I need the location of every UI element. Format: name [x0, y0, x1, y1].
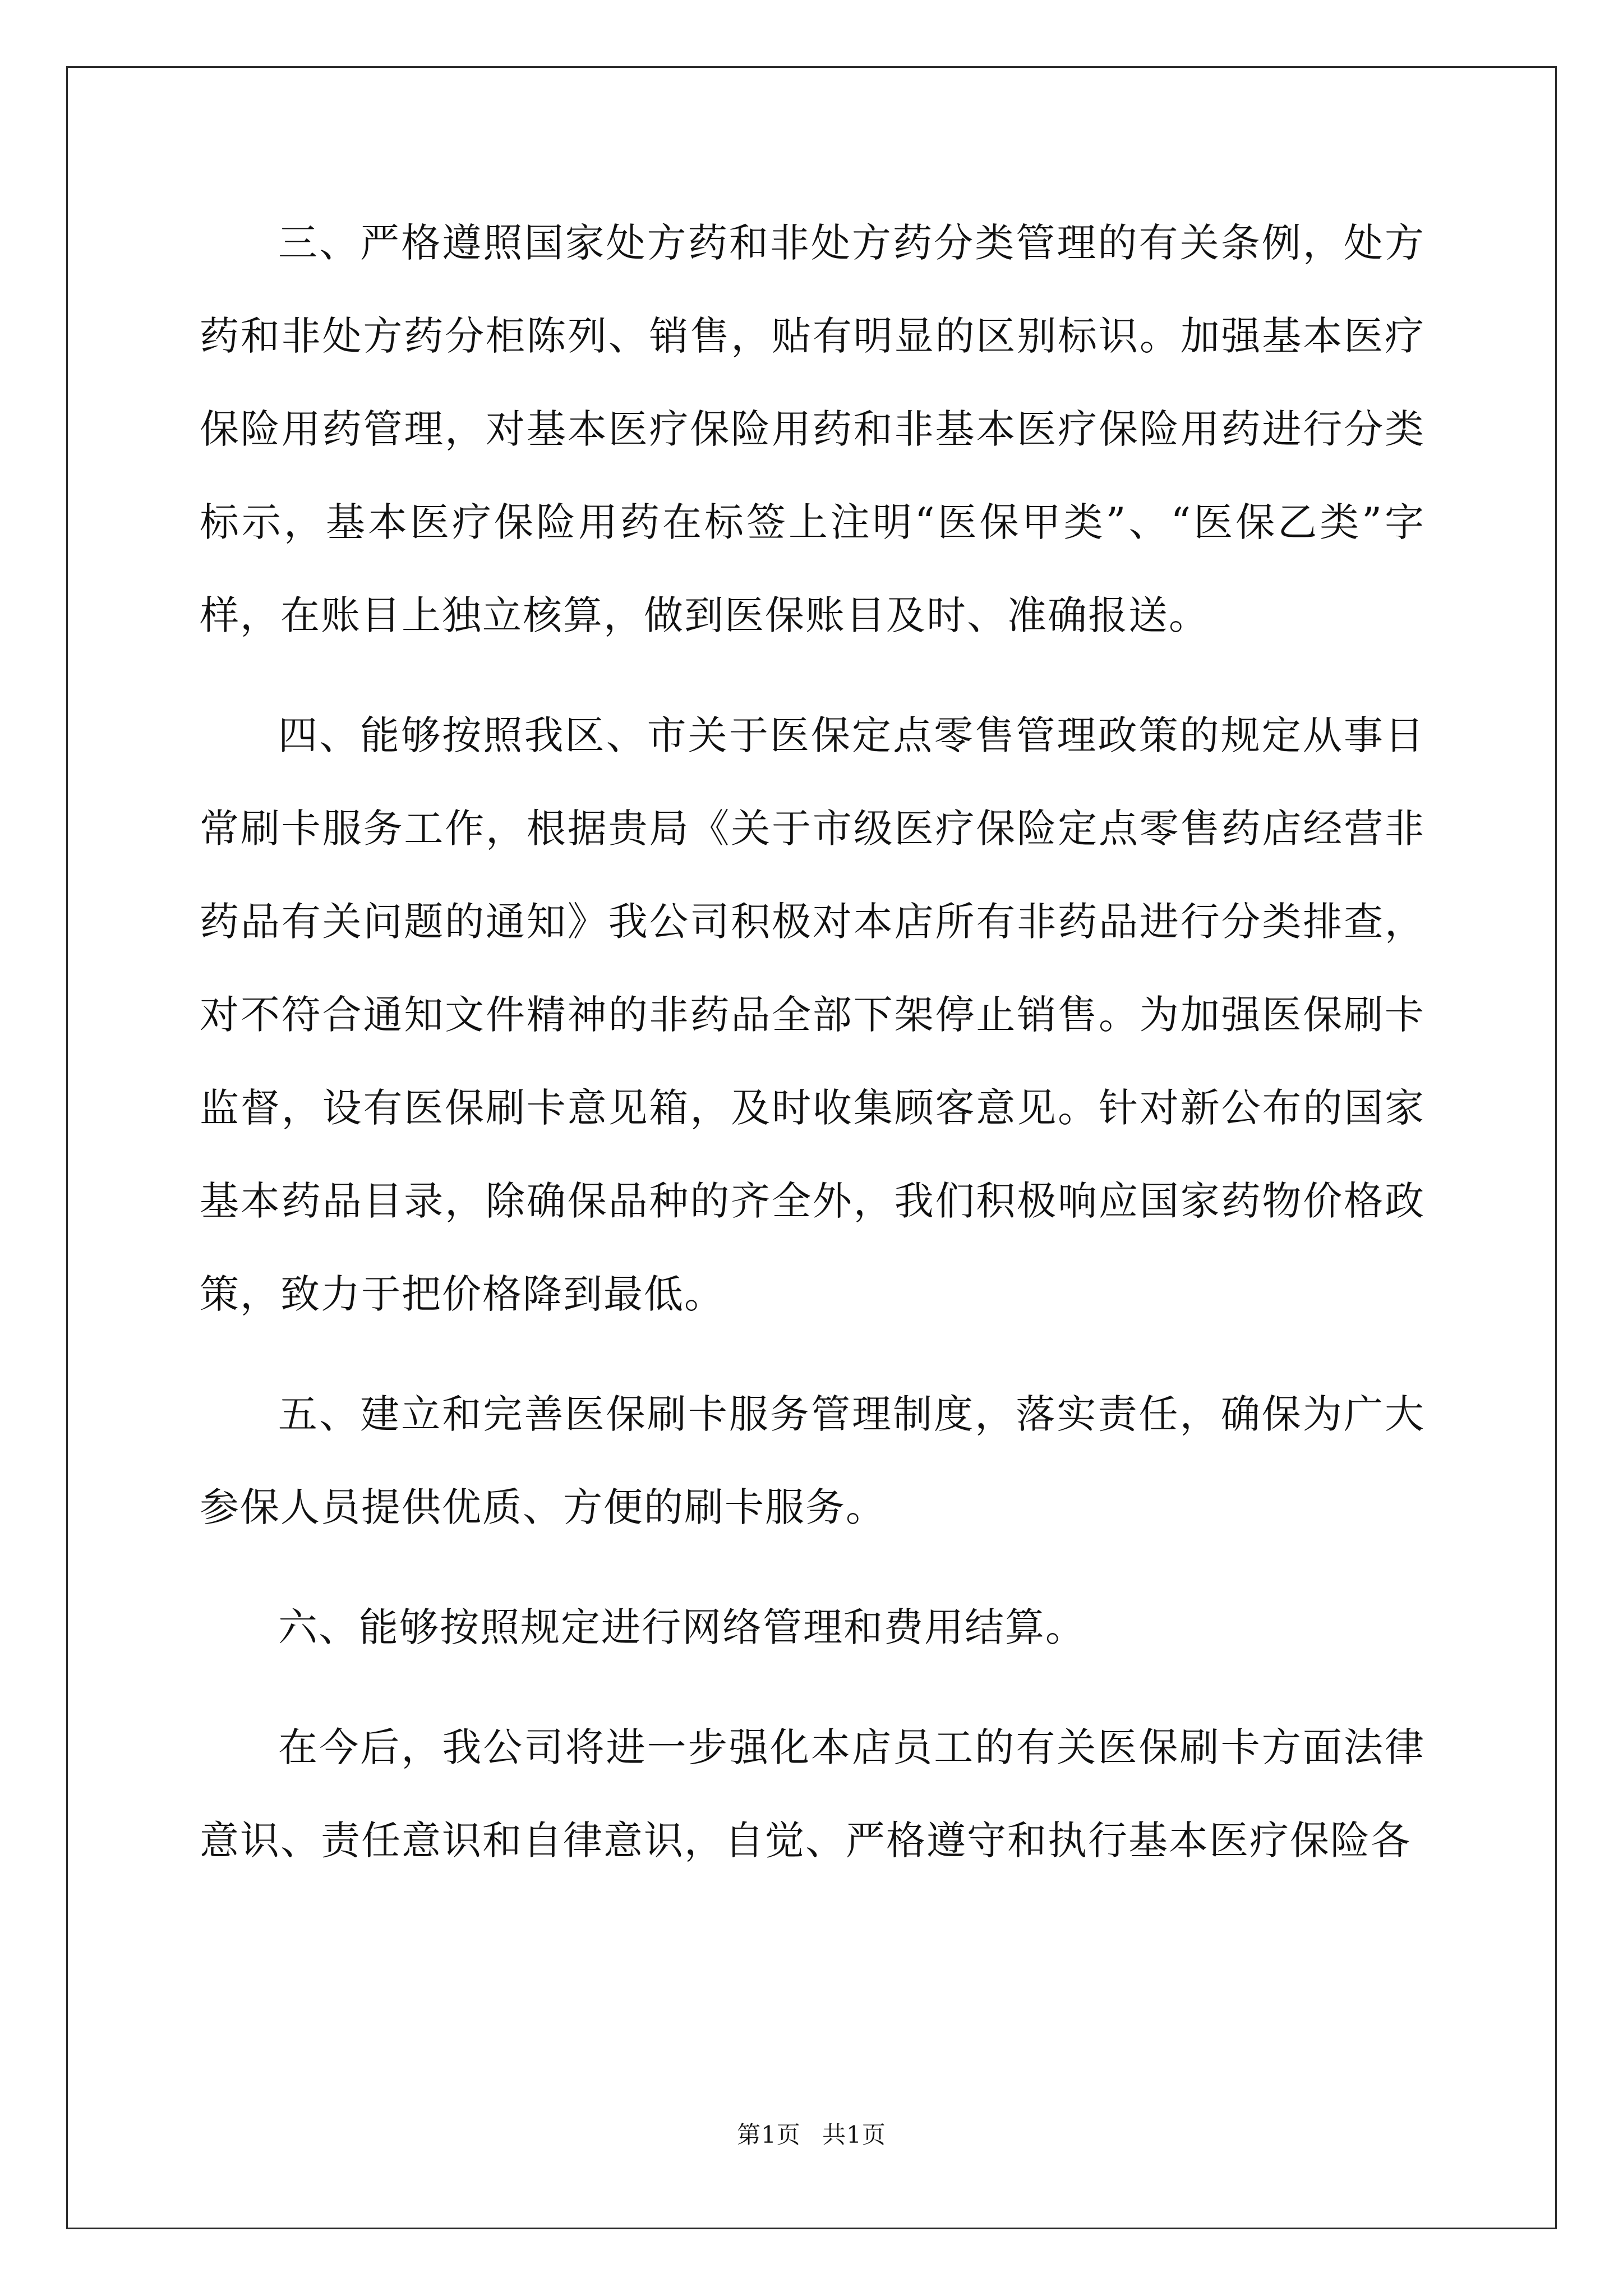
paragraph-closing: 在今后，我公司将进一步强化本店员工的有关医保刷卡方面法律意识、责任意识和自律意识，自觉、严格遵守和执行基本医疗保险各 [200, 1724, 1425, 1864]
paragraph-4: 四、能够按照我区、市关于医保定点零售管理政策的规定从事日常刷卡服务工作，根据贵局《关于市级医疗保险定点零售药店经营非药品有关问题的通知》我公司积极对本店所有非药品进行分类排查，对不符合通知文件精神的非药品全部下架停止销售。为加强医保刷卡监督，设有医保刷卡意见箱，及时收集顾客意见。针对新公布的国家基本药品目录，除确保品种的齐全外，我们积极响应国家药物价格政策，致力于把价格降到最低。 [200, 712, 1425, 1317]
page-footer [0, 2119, 1623, 2151]
paragraph-5: 五、建立和完善医保刷卡服务管理制度，落实责任，确保为广大参保人员提供优质、方便的刷卡服务。 [200, 1391, 1425, 1530]
paragraph-3: 三、严格遵照国家处方药和非处方药分类管理的有关条例，处方药和非处方药分柜陈列、销售，贴有明显的区别标识。加强基本医疗保险用药管理，对基本医疗保险用药和非基本医疗保险用药进行分类标示，基本医疗保险用药在标签上注明“医保甲类”、“医保乙类”字样，在账目上独立核算，做到医保账目及时、准确报送。 [200, 220, 1425, 638]
document-body [200, 196, 1425, 1887]
paragraph-6: 六、能够按照规定进行网络管理和费用结算。 [278, 1604, 1086, 1650]
page-total: 共1页 [822, 2121, 886, 2148]
page-number: 第1页 [737, 2121, 801, 2148]
